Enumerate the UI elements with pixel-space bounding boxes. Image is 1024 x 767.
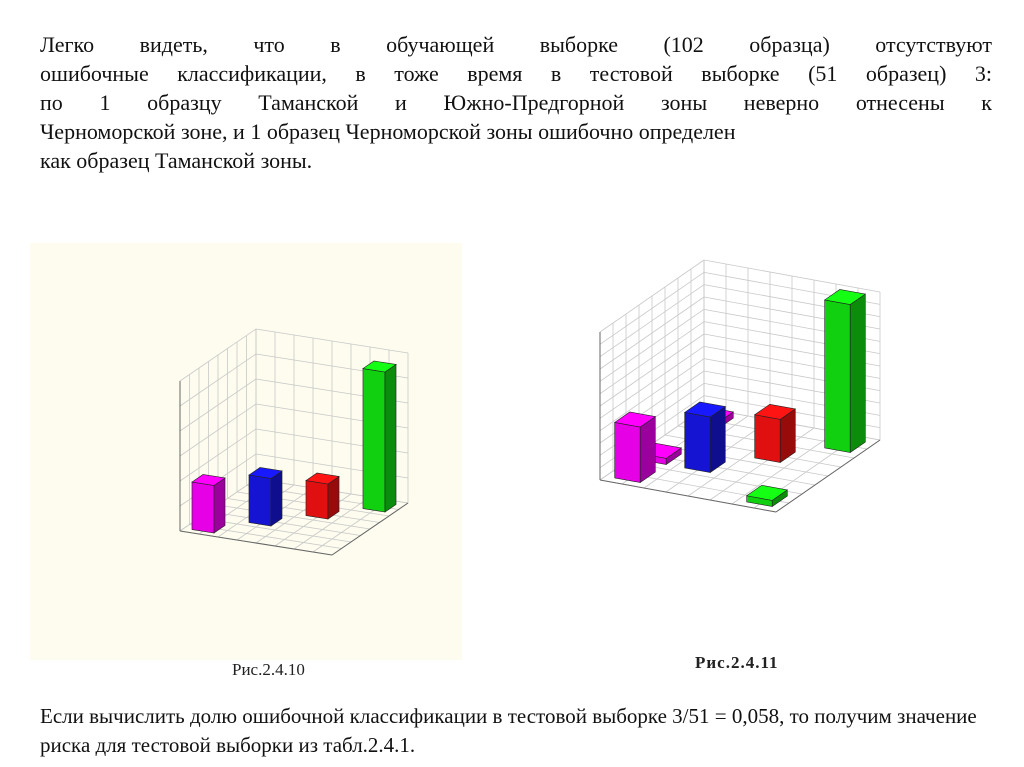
bar-front-face <box>755 415 781 463</box>
chart-analysis-sample-svg <box>30 243 462 660</box>
outro-line-2: получим значение риска для тестовой выборки из табл.2.4.1. <box>40 704 977 757</box>
bar-green <box>363 361 396 512</box>
chart-0-plot <box>180 329 408 555</box>
bar-red <box>755 404 796 462</box>
bar-side-face <box>385 364 396 512</box>
chart-1-plot <box>600 260 880 512</box>
chart-test-sample <box>462 195 1018 643</box>
chart-analysis-sample <box>30 243 462 660</box>
intro-line-2: ошибочные классификации, в тоже время в тестовой выборке (51 образец) 3: <box>40 61 992 86</box>
intro-line-4: Черноморской зоне, и 1 образец Черноморской зоны ошибочно определен <box>40 119 736 144</box>
bar-side-face <box>214 478 225 533</box>
bar-front-face <box>825 300 851 453</box>
y-axis-line <box>332 503 408 555</box>
bar-green <box>825 289 866 452</box>
bar-side-face <box>850 294 865 452</box>
bar-side-face <box>271 471 282 526</box>
chart-test-sample-svg <box>462 195 1018 643</box>
bar-side-face <box>710 407 725 473</box>
bar-red <box>306 473 339 519</box>
bar-front-face <box>615 422 641 482</box>
bar-front-face <box>306 481 328 519</box>
intro-line-5: как образец Таманской зоны. <box>40 148 313 173</box>
bar-green <box>747 485 788 506</box>
bar-blue <box>685 402 726 473</box>
figure-caption-2-4-11: Рис.2.4.11 <box>695 653 779 672</box>
outro-paragraph <box>40 702 992 760</box>
bar-side-face <box>640 417 655 483</box>
outro-line-1: Если вычислить долю ошибочной классификации в тестовой выборке 3/51 = 0,058, то <box>40 704 810 728</box>
bar-magenta <box>615 412 656 483</box>
bar-magenta <box>192 474 225 533</box>
bar-front-face <box>363 369 385 512</box>
intro-line-3: по 1 образцу Таманской и Южно-Предгорной зоны неверно отнесены к <box>40 90 992 115</box>
bar-front-face <box>249 475 271 526</box>
bar-front-face <box>192 482 214 533</box>
figure-caption-2-4-10: Рис.2.4.10 <box>232 660 305 679</box>
intro-line-1: Легко видеть, что в обучающей выборке (102 образца) отсутствуют <box>40 32 992 57</box>
bar-front-face <box>685 412 711 472</box>
bar-blue <box>249 467 282 526</box>
intro-paragraph <box>40 30 992 175</box>
